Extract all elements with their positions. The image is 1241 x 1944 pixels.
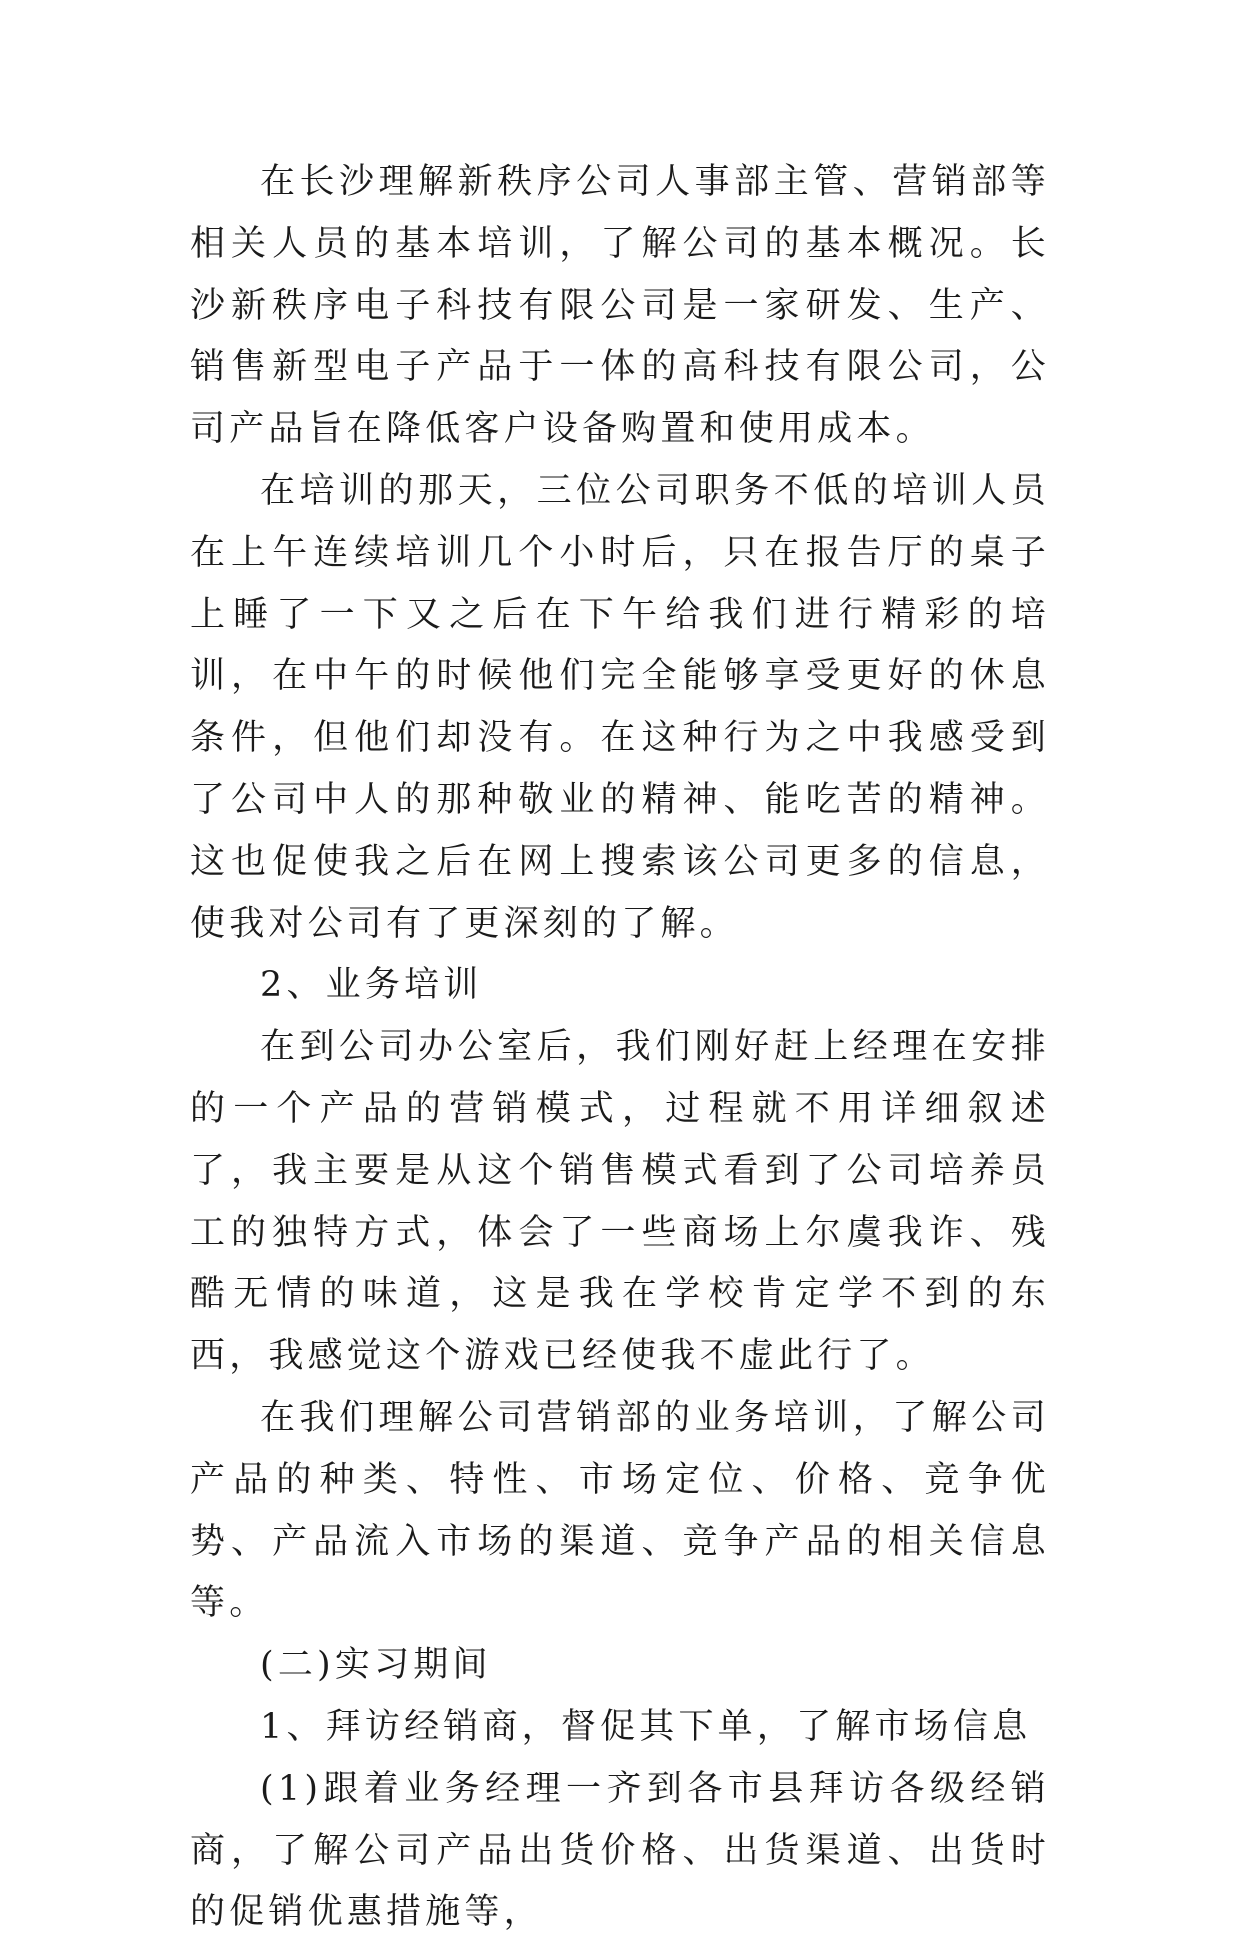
paragraph-company-intro: 在长沙理解新秩序公司人事部主管、营销部等相关人员的基本培训，了解公司的基本概况。长沙新秩序电子科技有限公司是一家研发、生产、销售新型电子产品于一体的高科技有限公司，公司产品旨在降低客户设备购置和使用成本。 <box>190 162 1050 450</box>
heading-visit-dealers: 1、拜访经销商，督促其下单，了解市场信息 <box>260 1706 1032 1747</box>
heading-business-training: 2、业务培训 <box>260 965 483 1006</box>
paragraph-marketing-training: 在我们理解公司营销部的业务培训，了解公司产品的种类、特性、市场定位、价格、竞争优势、产品流入市场的渠道、竞争产品的相关信息等。 <box>190 1397 1050 1624</box>
paragraph-office-marketing: 在到公司办公室后，我们刚好赶上经理在安排的一个产品的营销模式，过程就不用详细叙述了，我主要是从这个销售模式看到了公司培养员工的独特方式，体会了一些商场上尔虞我诈、残酷无情的味道，这是我在学校肯定学不到的东西，我感觉这个游戏已经使我不虚此行了。 <box>190 1027 1050 1377</box>
body-text <box>190 152 1050 1944</box>
paragraph-visit-details: (1)跟着业务经理一齐到各市县拜访各级经销商，了解公司产品出货价格、出货渠道、出货时的促销优惠措施等， <box>190 1768 1050 1933</box>
heading-internship-period: (二)实习期间 <box>260 1645 492 1686</box>
paragraph-training-day: 在培训的那天，三位公司职务不低的培训人员在上午连续培训几个小时后，只在报告厅的桌子上睡了一下又之后在下午给我们进行精彩的培训，在中午的时候他们完全能够享受更好的休息条件，但他们却没有。在这种行为之中我感受到了公司中人的那种敬业的精神、能吃苦的精神。这也促使我之后在网上搜索该公司更多的信息，使我对公司有了更深刻的了解。 <box>190 470 1050 944</box>
